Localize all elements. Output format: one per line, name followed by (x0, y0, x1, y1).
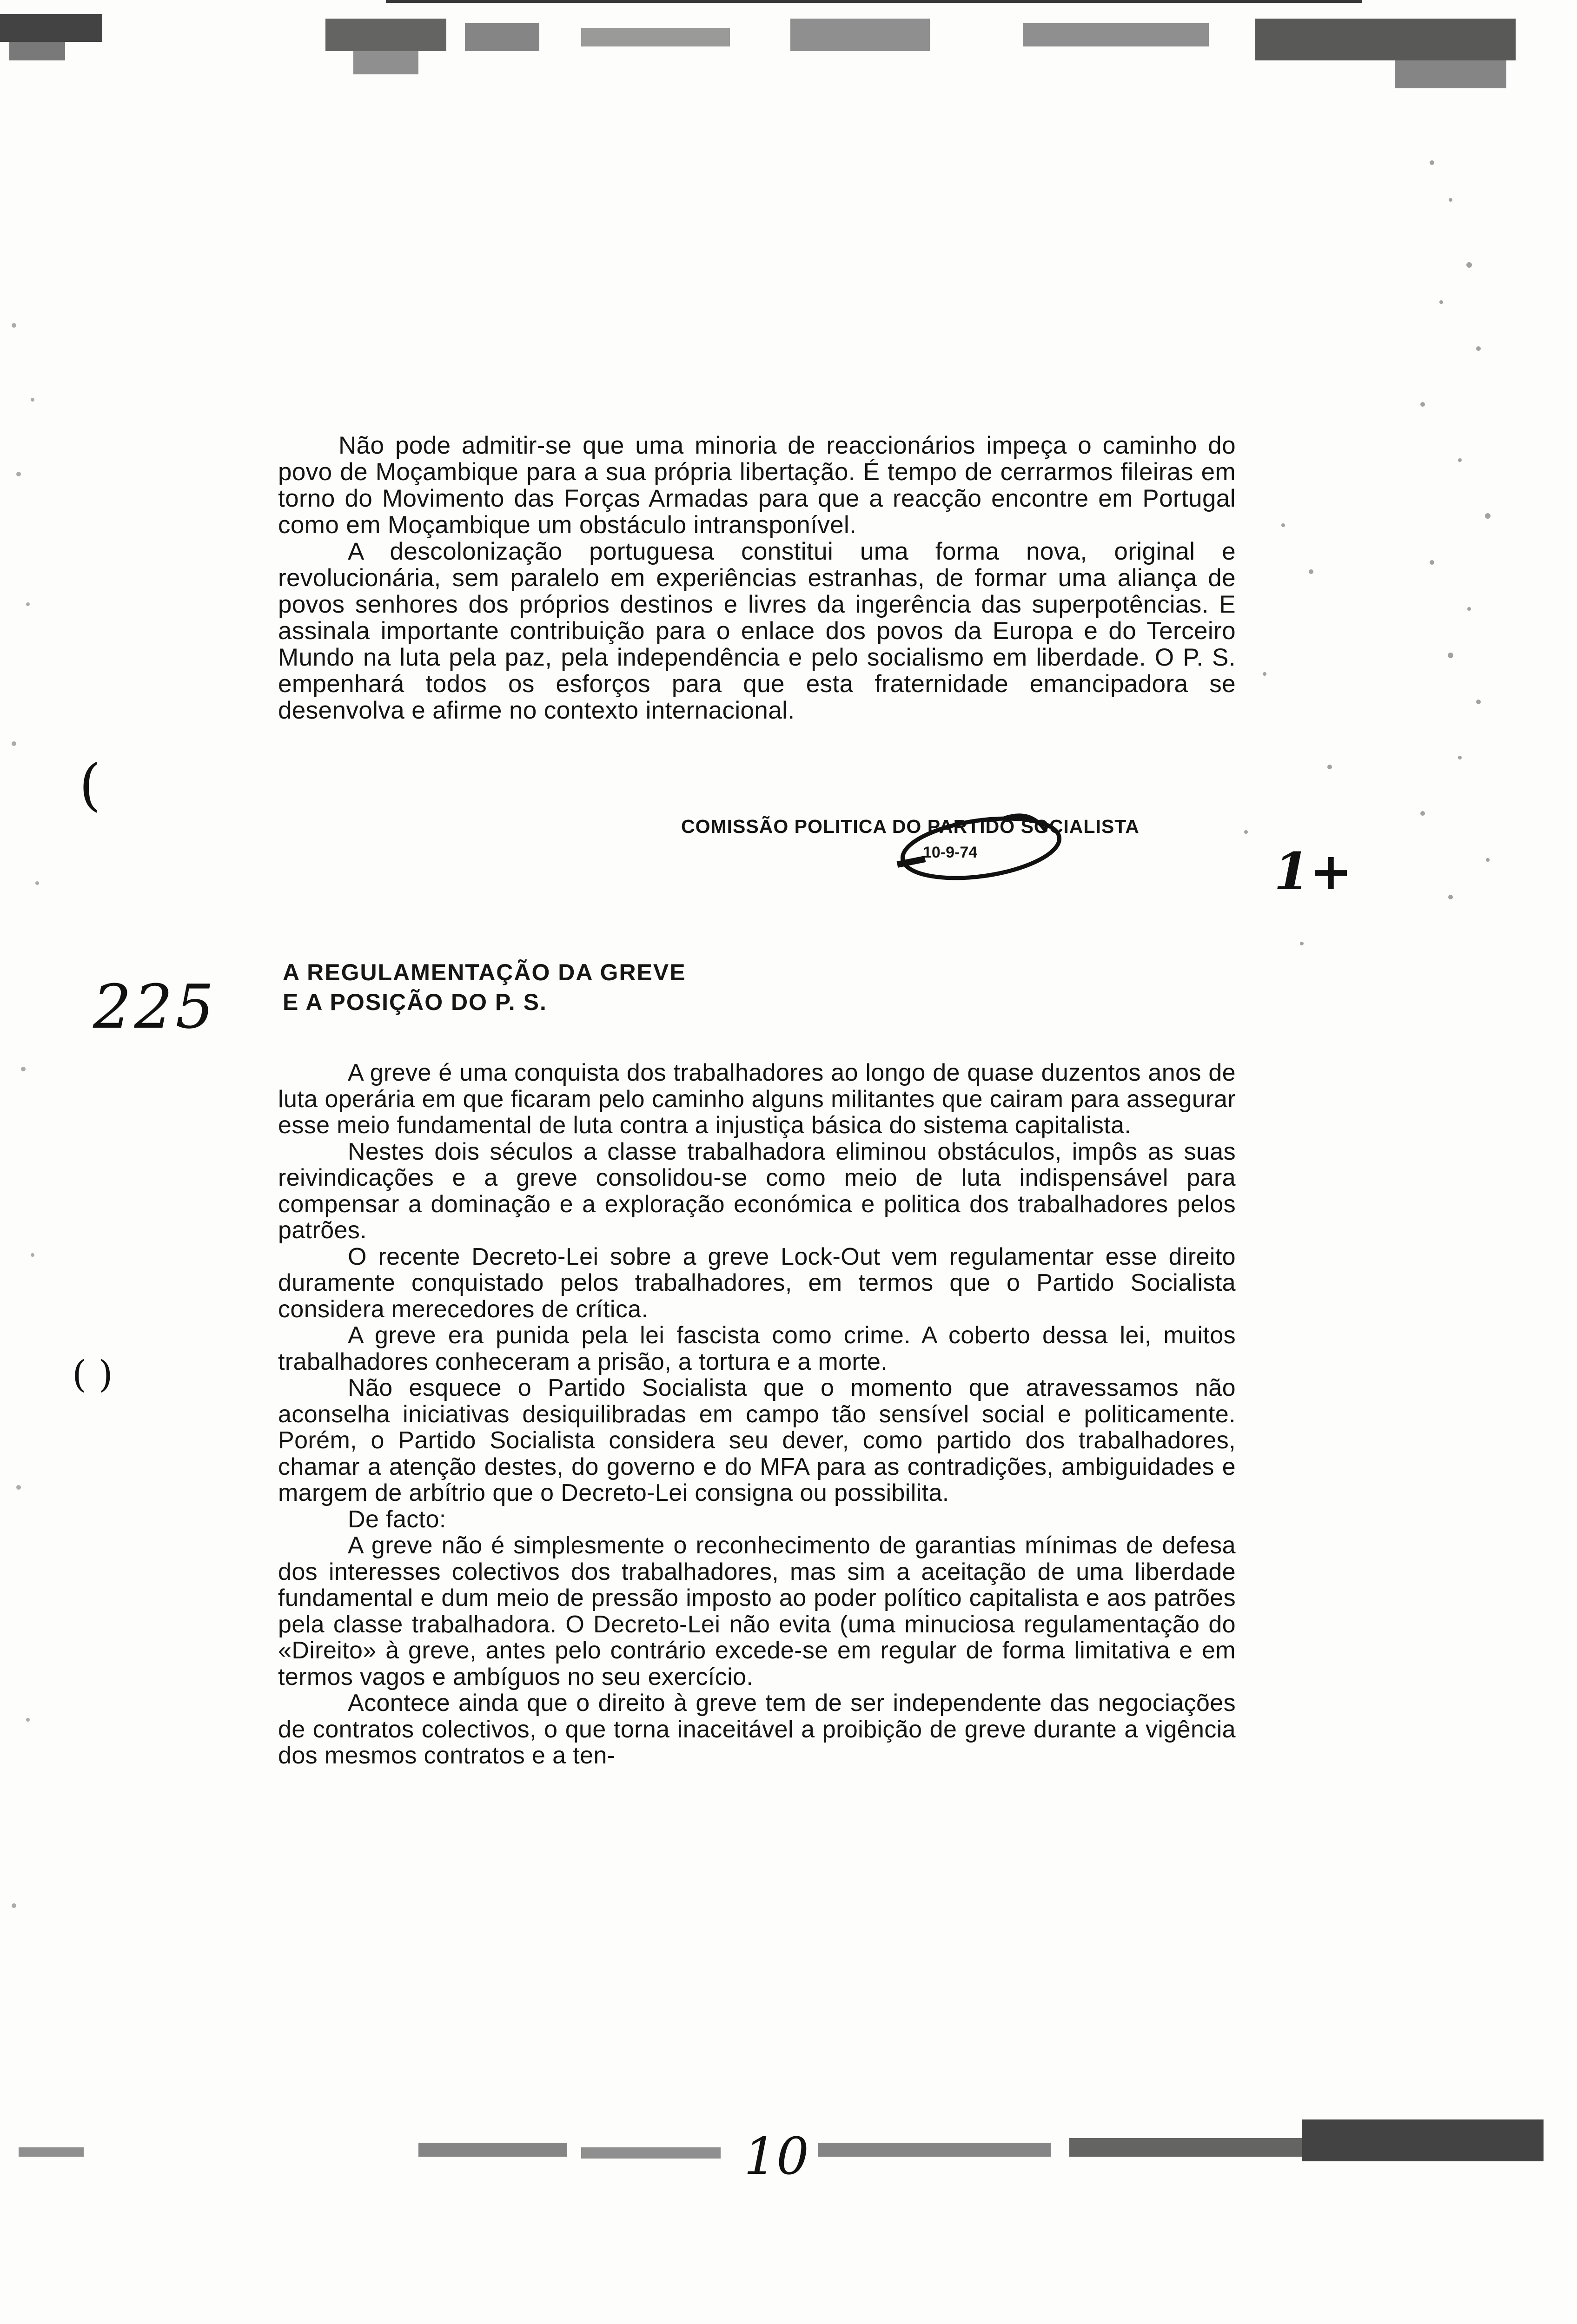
section-title-line: A REGULAMENTAÇÃO DA GREVE (283, 959, 686, 985)
date-stamp: 10-9-74 (923, 844, 978, 861)
paragraph: A greve é uma conquista dos trabalhadores ao longo de quase duzentos anos de luta operária em que ficaram pelo caminho alguns militantes que cairam para assegurar esse meio fundamental de luta contra a injustiça básica do sistema capitalista. (278, 1059, 1236, 1139)
section-title (283, 957, 686, 1017)
handwritten-paren: ( (79, 753, 101, 818)
paragraph: De facto: (348, 1505, 446, 1533)
paragraph: Nestes dois séculos a classe trabalhadora eliminou obstáculos, impôs as suas reivindicações e a greve consolidou-se como meio de luta indispensável para compensar a dominação e a exploração económica e politica dos trabalhadores pelos patrões. (278, 1138, 1236, 1244)
paragraph: Não pode admitir-se que uma minoria de reaccionários impeça o caminho do povo de Moçambique para a sua própria libertação. É tempo de cerrarmos fileiras em torno do Movimento das Forças Armadas para que a reacção encontre em Portugal como em Moçambique um obstáculo intransponível. (278, 432, 1236, 539)
mozambique-statement (278, 432, 1236, 724)
paragraph: A greve não é simplesmente o reconhecimento de garantias mínimas de defesa dos interesses colectivos dos trabalhadores, mas sim a aceitação de uma liberdade fundamental e dum meio de pressão imposto ao poder político capitalista e aos patrões pela classe trabalhadora. O Decreto-Lei não evita (uma minuciosa regulamentação do «Direito» à greve, antes pelo contrário excede-se em regular de forma limitativa e em termos vagos e ambíguos no seu exercício. (278, 1532, 1236, 1690)
paragraph: Não esquece o Partido Socialista que o momento que atravessamos não aconselha iniciativas desiquilibradas em campo tão sensível social e politicamente. Porém, o Partido Socialista considera seu dever, como partido dos trabalhadores, chamar a atenção destes, do governo e do MFA para as contradições, ambiguidades e margem de arbítrio que o Decreto-Lei consigna ou possibilita. (278, 1374, 1236, 1506)
scan-noise-top (0, 0, 1577, 107)
signature-line: COMISSÃO POLITICA DO PARTIDO SOCIALISTA (681, 816, 1140, 837)
page-number: 10 (744, 2126, 809, 2186)
handwritten-archive-number: 225 (93, 971, 217, 1042)
pen-circle-mark (893, 799, 1069, 888)
paragraph: Acontece ainda que o direito à greve tem de ser independente das negociações de contratos colectivos, o que torna inaceitável a proibição de greve durante a vigência dos mesmos contratos e a ten- (278, 1690, 1236, 1769)
greve-article (278, 1060, 1236, 1769)
paragraph: O recente Decreto-Lei sobre a greve Lock-Out vem regulamentar esse direito duramente conquistado pelos trabalhadores, em termos que o Partido Socialista considera merecedores de crítica. (278, 1243, 1236, 1323)
section-title-line: E A POSIÇÃO DO P. S. (283, 989, 547, 1015)
scan-noise-left (0, 279, 102, 2045)
handwritten-paren-pair: ( ) (72, 1353, 113, 1396)
scan-noise-right (1190, 107, 1577, 1129)
paragraph: A greve era punida pela lei fascista como crime. A coberto dessa lei, muitos trabalhadores conheceram a prisão, a tortura e a morte. (278, 1322, 1236, 1375)
paragraph: A descolonização portuguesa constitui uma forma nova, original e revolucionária, sem paralelo em experiências estranhas, de formar uma aliança de povos senhores dos próprios destinos e livres da ingerência das superpotências. E assinala importante contribuição para o enlace dos povos da Europa e do Terceiro Mundo na luta pela paz, pela independência e pelo socialismo em liberdade. O P. S. empenhará todos os esforços para que esta fraternidade emancipadora se desenvolva e afirme no contexto internacional. (278, 538, 1236, 724)
handwritten-margin-mark: 1+ (1274, 841, 1352, 901)
